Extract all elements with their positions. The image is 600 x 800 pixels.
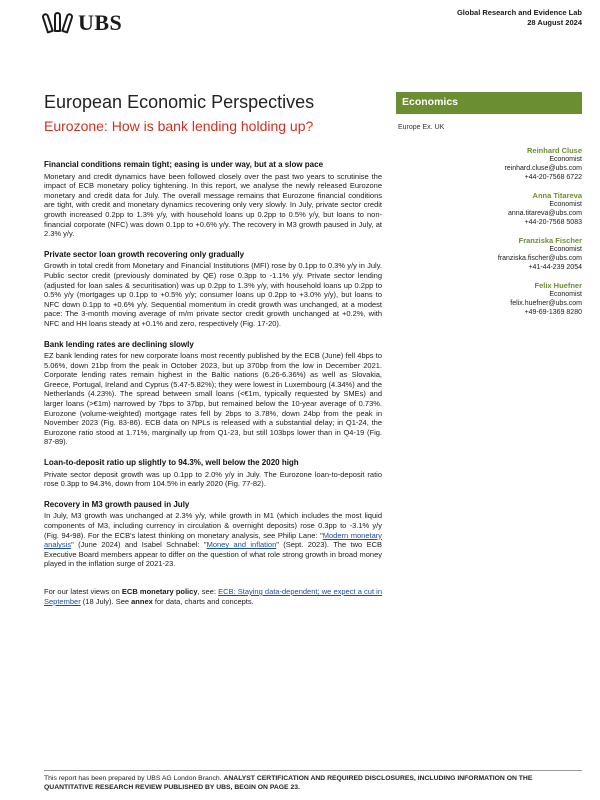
body-text: In July, M3 growth was unchanged at 2.3% y/y, while growth in M1 (which includes the most liquid components of M3, including currency in circulation & overnight deposits) rose 0.3pp to -3.1% y/y (Fig. 94-98). For the ECB's latest thinking on monetary analysis, see Philip Lane: " (44, 511, 382, 540)
disclosure-footer (44, 774, 574, 792)
section-body: EZ bank lending rates for new corporate loans most recently published by the ECB (June) fell 4bps to 5.06%, down 21bp from the peak in October 2023, but up 370bp from the low in December 2021. Corporate lending rates remain highest in the Baltic nations (6.26-6.36%) as well as Slovakia, Greece, Portugal, Ireland and Cyprus (5.47-5.82%); they were lowest in Luxembourg (4.34%) and the Netherlands (4.23%). The spread between small loans (<€1m, typically requested by SMEs) and larger loans (>€1m) narrowed by 7bps to 37bp, but remained below the 10-year average of 0.73%. Eurozone (volume-weighted) mortgage rates fell by 2bps to 3.78%, down 24bp from the peak in November 2023 (Fig. 83-86). ECB data on NPLs is released with a substantial delay; in Q1-24, the Eurozone ratio stood at 1.71%, marginally up from Q1-23, but still 103bps lower than in Q4-19 (Fig. 87-89). (44, 351, 382, 447)
author-phone: +44-20-7568 6722 (524, 174, 582, 181)
author-entry (396, 146, 582, 182)
author-email[interactable]: anna.titareva@ubs.com (507, 210, 582, 217)
section-heading: Private sector loan growth recovering only gradually (44, 249, 245, 259)
section-body (44, 511, 382, 569)
author-role: Economist (549, 201, 582, 208)
side-panel (396, 92, 582, 326)
ubs-logo (44, 10, 122, 36)
closing-text: , see: (197, 586, 219, 596)
report-body (44, 160, 382, 617)
section-private-sector-loans (44, 250, 382, 329)
author-name: Franziska Fischer (518, 236, 582, 245)
author-email[interactable]: franziska.fischer@ubs.com (497, 255, 582, 262)
section-heading: Loan-to-deposit ratio up slightly to 94.3%, well below the 2020 high (44, 458, 299, 468)
category-box: Economics (396, 92, 582, 114)
section-body: Growth in total credit from Monetary and Financial Institutions (MFI) rose by 0.1pp to 0.3% y/y in July. Public sector credit (previously dominated by QE) rose 0.3pp to -1.1% y/y. Private sector lending (adjusted for loan sales & securitisation) was up 0.2pp to 1.3% y/y, with household loans up 0.2pp to 0.5% y/y (mortgages up 0.1pp to +0.5% y/y; consumer loans up 0.2pp to +3.0% y/y), but loans to NFC down 0.1pp to +0.6% y/y. Sequential momentum in credit growth was unchanged, at a modest pace: The 3-month moving average of m/m private sector credit growth unchanged at +0.2%, with NFC and HH loans steady at +0.1% and zero, respectively (Fig. 17-20). (44, 261, 382, 328)
author-name: Anna Titareva (532, 191, 582, 200)
section-financial-conditions (44, 160, 382, 239)
keys-emblem-icon (44, 12, 72, 34)
closing-text: For our latest views on (44, 586, 122, 596)
closing-text: (18 July). See (80, 596, 132, 606)
author-email[interactable]: felix.huefner@ubs.com (510, 300, 582, 307)
region-label: Europe Ex. UK (398, 124, 445, 131)
closing-paragraph (44, 587, 382, 606)
report-subtitle: Eurozone: How is bank lending holding up? (44, 118, 314, 134)
author-phone: +49-69-1369 8280 (524, 309, 582, 316)
author-entry (396, 236, 582, 272)
section-heading: Financial conditions remain tight; easing is under way, but at a slow pace (44, 160, 324, 169)
modern-monetary-analysis-link[interactable]: Modern monetary analysis (44, 530, 383, 550)
author-entry (396, 281, 582, 317)
closing-bold: ECB monetary policy (121, 586, 198, 596)
footer-text: This report has been prepared by UBS AG London Branch. (44, 775, 224, 782)
author-list (396, 146, 582, 317)
author-email[interactable]: reinhard.cluse@ubs.com (504, 165, 582, 172)
section-lending-rates (44, 340, 382, 448)
body-text: " (June 2024) and Isabel Schnabel: " (71, 540, 207, 550)
author-role: Economist (549, 291, 582, 298)
author-phone: +41-44-239 2054 (528, 264, 582, 271)
logo-wordmark: UBS (78, 10, 123, 35)
body-text: " (Sept. 2023). The two ECB Executive Board members appear to differ on the question of what role strong growth in broad money played in the inflation surge of 2021-23. (44, 540, 383, 569)
author-phone: +44-20-7568 5083 (524, 219, 582, 226)
publisher-name: Global Research and Evidence Lab (456, 8, 582, 17)
section-heading: Recovery in M3 growth paused in July (44, 499, 190, 509)
footer-disclosure-bold: ANALYST CERTIFICATION AND REQUIRED DISCLOSURES, INCLUDING INFORMATION ON THE QUANTITATIVE RESEARCH REVIEW PUBLISHED BY UBS, BEGIN ON PAGE 23. (44, 775, 533, 791)
report-header-info (457, 8, 582, 28)
report-title: European Economic Perspectives (44, 92, 315, 112)
section-loan-to-deposit (44, 458, 382, 489)
section-heading: Bank lending rates are declining slowly (44, 339, 194, 349)
section-body: Monetary and credit dynamics have been followed closely over the past two years to scrutinise the impact of ECB monetary policy tightening. In this report, we analyse the newly released Eurozone monetary and credit data for July. The overall message remains that Eurozone financial conditions are tight, with credit and monetary dynamics recovering only very slowly. In July, private sector credit growth increased 0.2pp to 1.3% y/y, with household loans up 0.2pp to 0.5% y/y, but loans to non-financial corporate (NFC) was down 0.1pp to +0.6% y/y. The recovery in M3 growth paused in July, at 2.3% y/y. (44, 171, 382, 239)
money-and-inflation-link[interactable]: Money and inflation (206, 540, 277, 550)
author-entry (396, 191, 582, 227)
report-date: 28 August 2024 (527, 18, 582, 27)
ecb-policy-link[interactable]: ECB: Staying data-dependent; we expect a cut in September (44, 586, 383, 606)
author-role: Economist (549, 156, 582, 163)
annex-bold: annex (131, 596, 153, 606)
author-name: Reinhard Cluse (526, 146, 582, 155)
author-name: Felix Huefner (534, 281, 582, 290)
footer-divider (44, 770, 582, 771)
author-role: Economist (549, 246, 582, 253)
section-body: Private sector deposit growth was up 0.1pp to 2.0% y/y in July. The Eurozone loan-to-deposit ratio rose 0.3pp to 94.3%, down from 104.5% in early 2020 (Fig. 77-82). (44, 469, 382, 489)
section-m3-growth (44, 500, 382, 569)
closing-text: for data, charts and concepts. (152, 596, 254, 606)
